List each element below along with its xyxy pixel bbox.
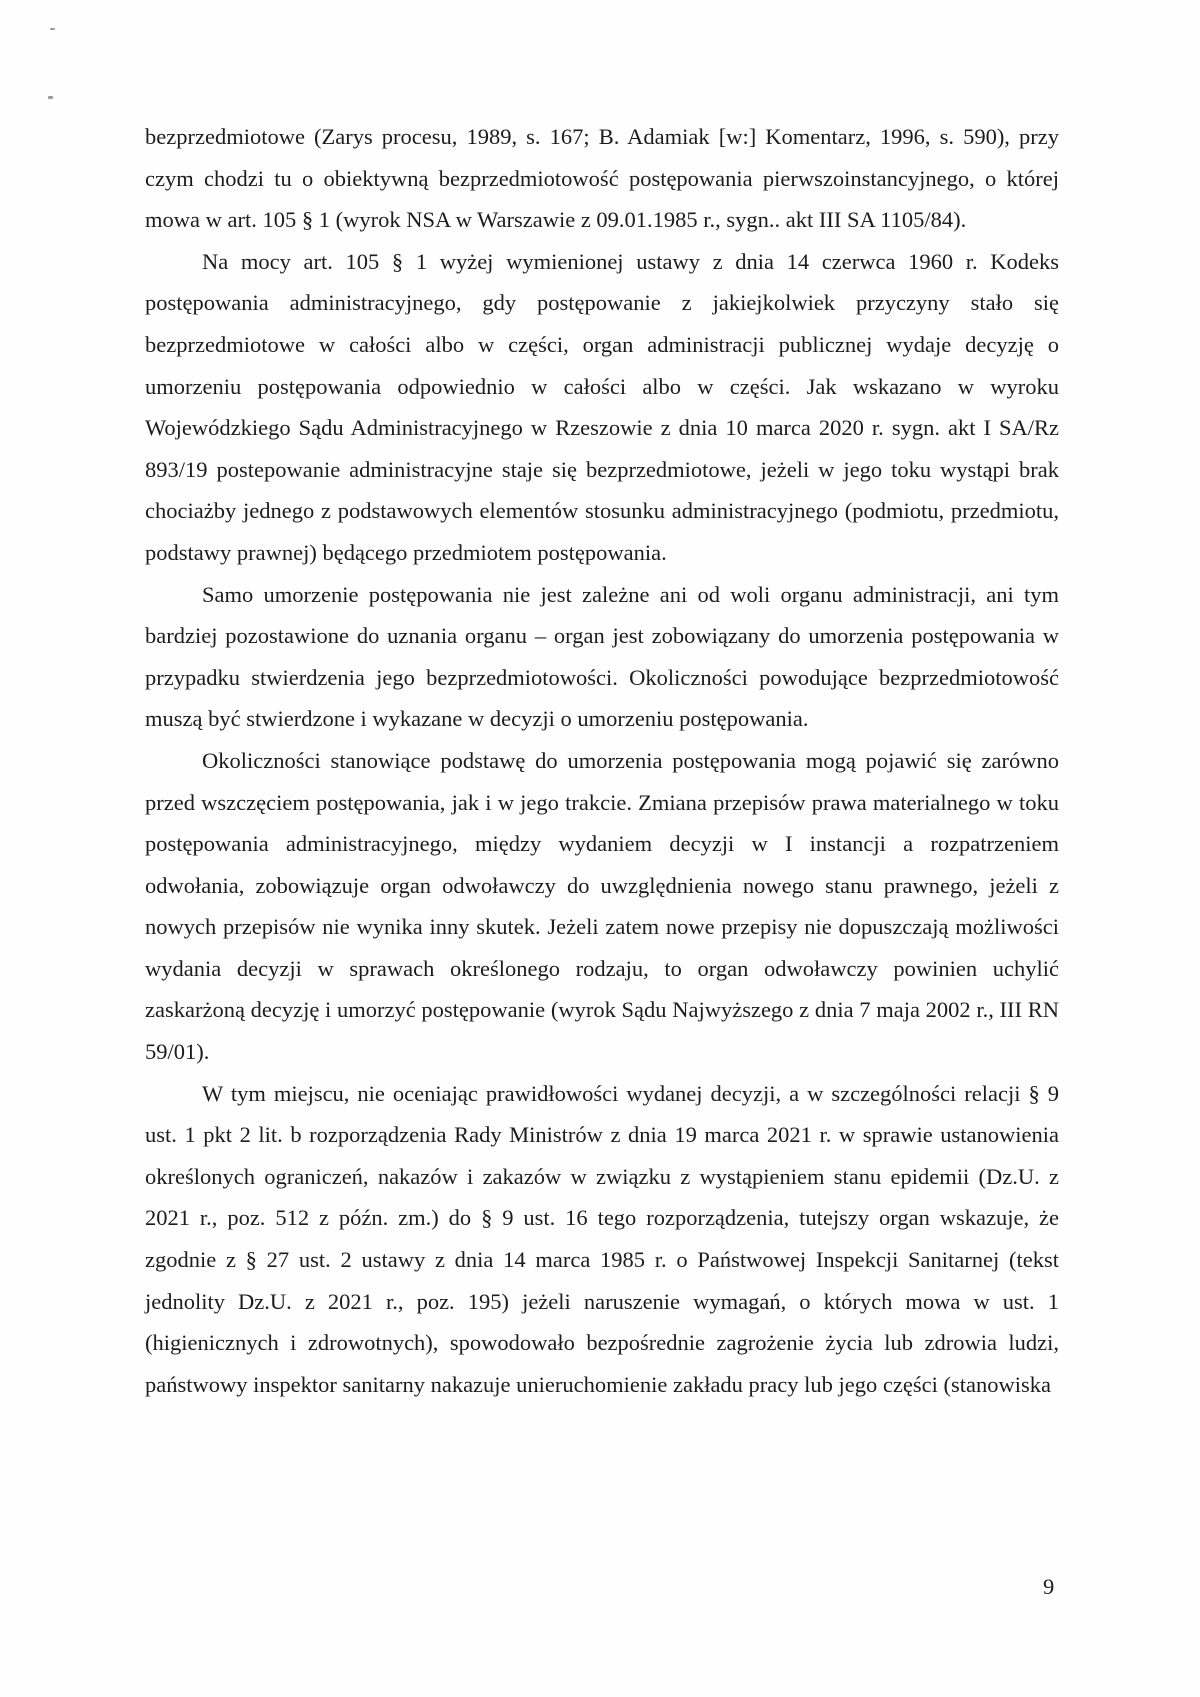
document-body — [145, 116, 1059, 1405]
paragraph-continuation: bezprzedmiotowe (Zarys procesu, 1989, s. 167; B. Adamiak [w:] Komentarz, 1996, s. 590), przy czym chodzi tu o obiektywną bezprzedmiotowość postępowania pierwszoinstancyjnego, o której mowa w art. 105 § 1 (wyrok NSA w Warszawie z 09.01.1985 r., sygn.. akt III SA 1105/84). — [145, 124, 1059, 233]
page-number: 9 — [1043, 1574, 1055, 1599]
paragraph-umorzenie-art-105: Na mocy art. 105 § 1 wyżej wymienionej ustawy z dnia 14 czerwca 1960 r. Kodeks postępowania administracyjnego, gdy postępowanie z jakiejkolwiek przyczyny stało się bezprzedmiotowe w całości albo w części, organ administracji publicznej wydaje decyzję o umorzeniu postępowania odpowiednio w całości albo w części. Jak wskazano w wyroku Wojewódzkiego Sądu Administracyjnego w Rzeszowie z dnia 10 marca 2020 r. sygn. akt I SA/Rz 893/19 postepowanie administracyjne staje się bezprzedmiotowe, jeżeli w jego toku wystąpi brak chociażby jednego z podstawowych elementów stosunku administracyjnego (podmiotu, przedmiotu, podstawy prawnej) będącego przedmiotem postępowania. — [145, 248, 1059, 565]
paragraph-obowiazek-umorzenia: Samo umorzenie postępowania nie jest zależne ani od woli organu administracji, ani tym bardziej pozostawione do uznania organu – organ jest zobowiązany do umorzenia postępowania w przypadku stwierdzenia jego bezprzedmiotowości. Okoliczności powodujące bezprzedmiotowość muszą być stwierdzone i wykazane w decyzji o umorzeniu postępowania. — [145, 581, 1059, 732]
paragraph-w-tym-miejscu: W tym miejscu, nie oceniając prawidłowości wydanej decyzji, a w szczególności relacji § 9 ust. 1 pkt 2 lit. b rozporządzenia Rady Ministrów z dnia 19 marca 2021 r. w sprawie ustanowienia określonych ograniczeń, nakazów i zakazów w związku z wystąpieniem stanu epidemii (Dz.U. z 2021 r., poz. 512 z późn. zm.) do § 9 ust. 16 tego rozporządzenia, tutejszy organ wskazuje, że zgodnie z § 27 ust. 2 ustawy z dnia 14 marca 1985 r. o Państwowej Inspekcji Sanitarnej (tekst jednolity Dz.U. z 2021 r., poz. 195) jeżeli naruszenie wymagań, o których mowa w ust. 1 (higienicznych i zdrowotnych), spowodowało bezpośrednie zagrożenie życia lub zdrowia ludzi, państwowy inspektor sanitarny nakazuje unieruchomienie zakładu pracy lub jego części (stanowiska — [145, 1080, 1059, 1397]
scan-speck — [48, 96, 53, 99]
paragraph-okolicznosci: Okoliczności stanowiące podstawę do umorzenia postępowania mogą pojawić się zarówno przed wszczęciem postępowania, jak i w jego trakcie. Zmiana przepisów prawa materialnego w toku postępowania administracyjnego, między wydaniem decyzji w I instancji a rozpatrzeniem odwołania, zobowiązuje organ odwoławczy do uwzględnienia nowego stanu prawnego, jeżeli z nowych przepisów nie wynika inny skutek. Jeżeli zatem nowe przepisy nie dopuszczają możliwości wydania decyzji w sprawach określonego rodzaju, to organ odwoławczy powinien uchylić zaskarżoną decyzję i umorzyć postępowanie (wyrok Sądu Najwyższego z dnia 7 maja 2002 r., III RN 59/01). — [145, 747, 1059, 1065]
scan-speck — [50, 28, 55, 30]
